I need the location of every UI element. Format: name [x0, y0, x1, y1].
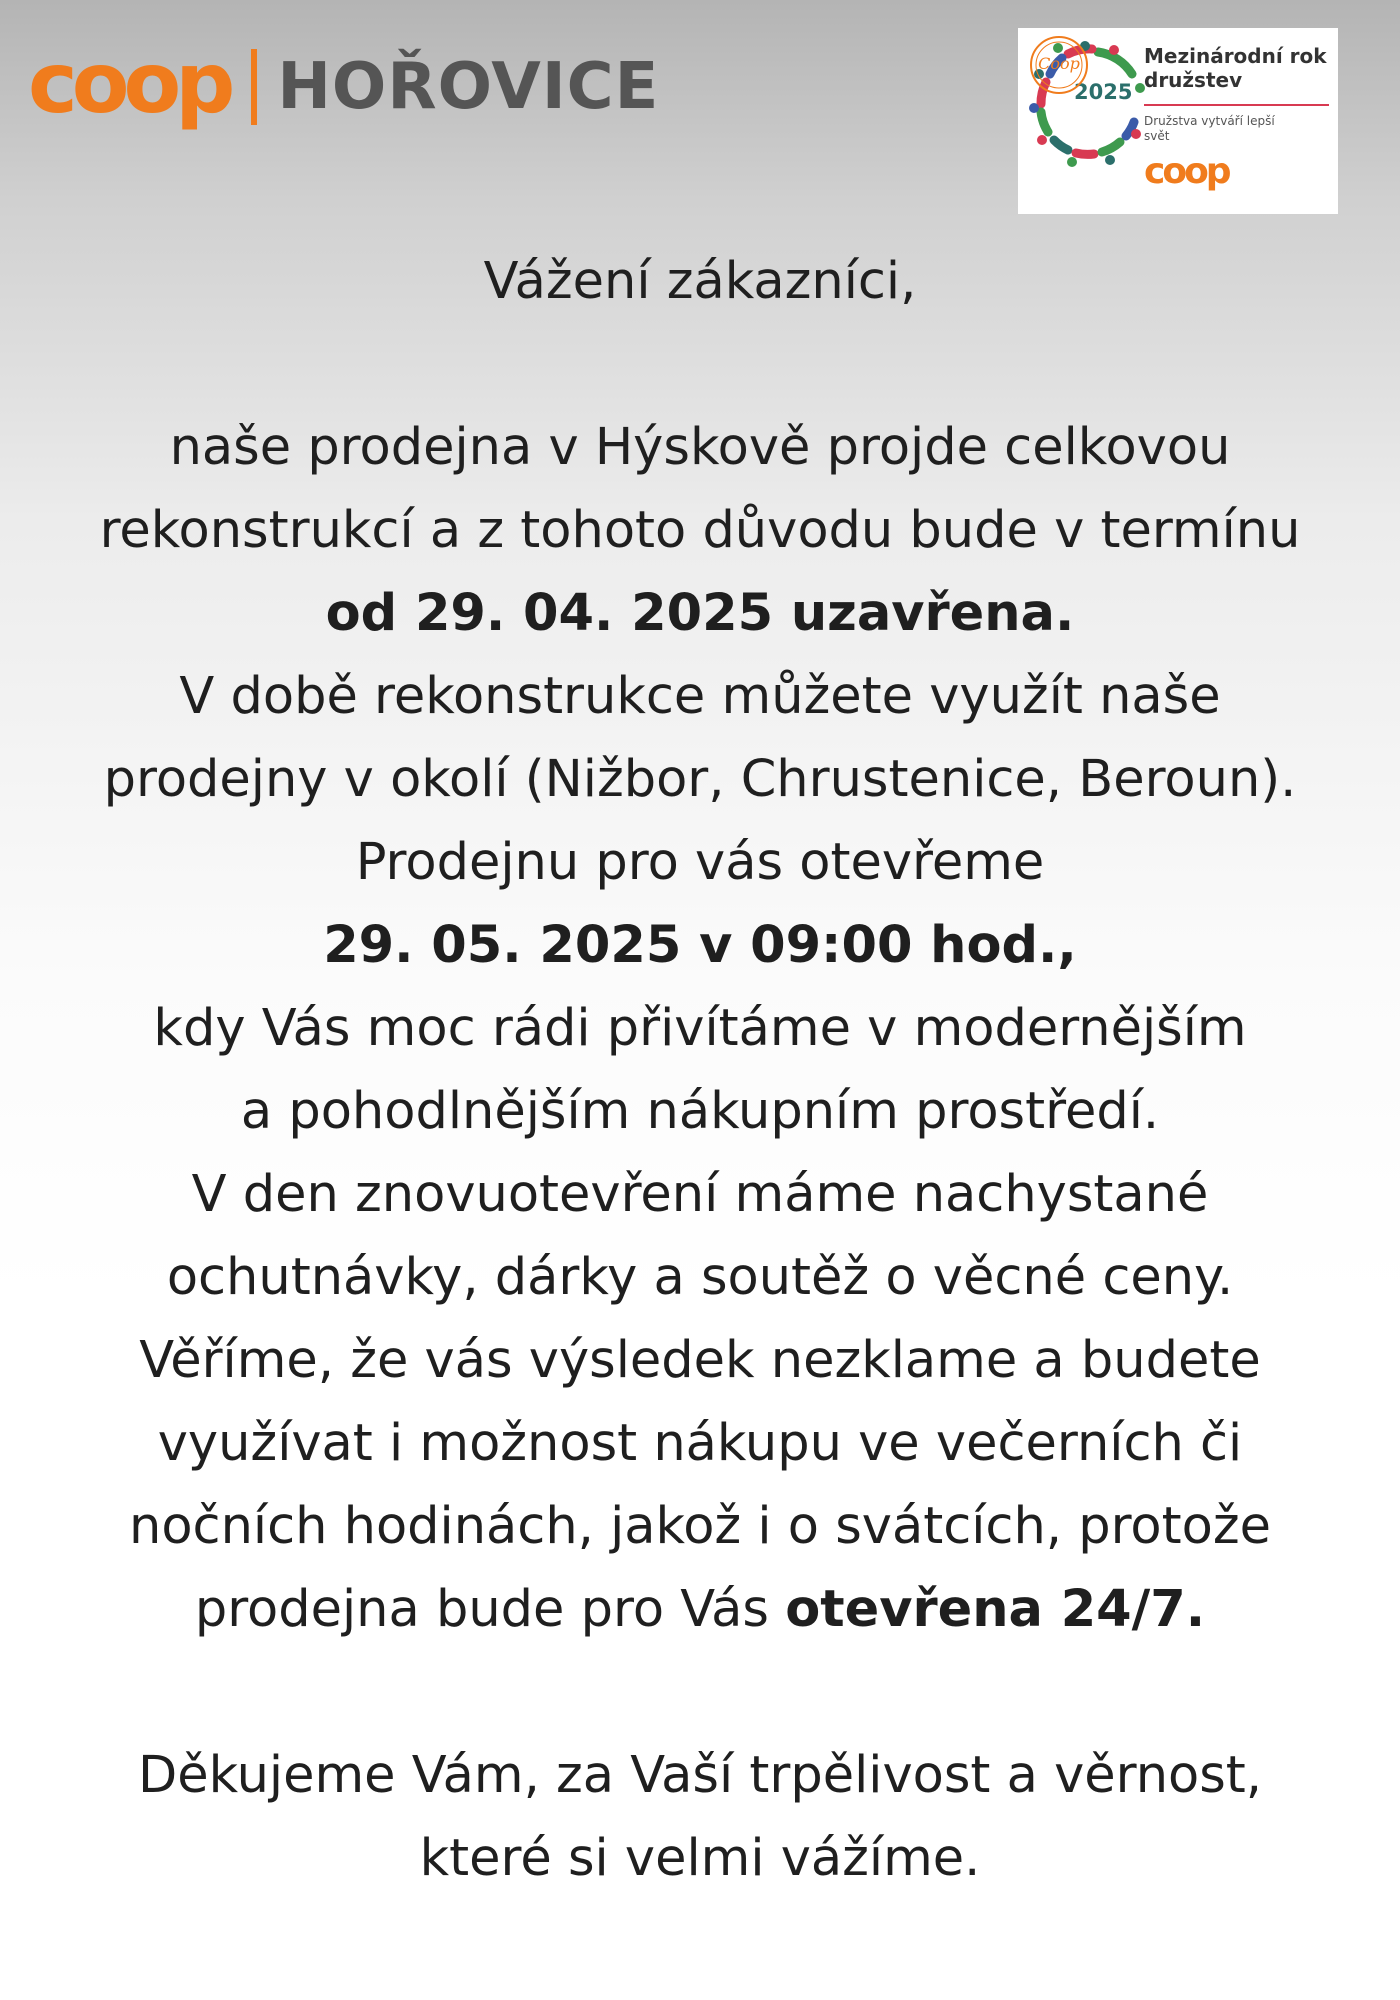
header [28, 34, 660, 132]
coop-logo: coop [28, 34, 230, 132]
alternatives-line-2: prodejny v okolí (Nižbor, Chrustenice, Beroun). [103, 750, 1297, 809]
closure-date [0, 572, 1400, 655]
closure-date-text: od 29. 04. 2025 uzavřena. [325, 584, 1075, 643]
reopen-date-text: 29. 05. 2025 v 09:00 hod., [323, 916, 1077, 975]
spacer [0, 323, 1400, 406]
badge-year: 2025 [1074, 80, 1133, 104]
alternatives-line-1: V době rekonstrukce můžete využít naše [179, 667, 1221, 726]
open-24-7: otevřena 24/7. [785, 1580, 1206, 1639]
hours-line-4-text: prodejna bude pro Vás [194, 1580, 786, 1639]
thanks-line-2: které si velmi vážíme. [419, 1829, 981, 1888]
badge-coop-logo: coop [1144, 151, 1229, 192]
reopen-date [0, 904, 1400, 987]
cooperatives-year-badge [1018, 28, 1338, 214]
badge-divider [1144, 104, 1329, 106]
events-line-2: ochutnávky, dárky a soutěž o věcné ceny. [166, 1248, 1234, 1307]
greeting: Vážení zákazníci, [483, 252, 917, 311]
reopen-line-1: Prodejnu pro vás otevřeme [355, 833, 1045, 892]
closure-line-1: naše prodejna v Hýskově projde celkovou [169, 418, 1231, 477]
events-line-1: V den znovuotevření máme nachystané [191, 1165, 1209, 1224]
badge-title: Mezinárodní rok družstev [1144, 44, 1327, 92]
hours-line-2: využívat i možnost nákupu ve večerních či [157, 1414, 1243, 1473]
hours-line-4 [0, 1568, 1400, 1651]
closure-line-2: rekonstrukcí a z tohoto důvodu bude v termínu [99, 501, 1301, 560]
thanks-line-1: Děkujeme Vám, za Vaší trpělivost a věrnost, [137, 1746, 1263, 1805]
hours-line-3: nočních hodinách, jakož i o svátcích, protože [129, 1497, 1271, 1556]
header-divider [251, 49, 257, 125]
notice-letter [0, 240, 1400, 1900]
reopen-line-2: kdy Vás moc rádi přivítáme v modernějším [153, 999, 1247, 1058]
spacer [0, 1651, 1400, 1734]
hours-line-1: Věříme, že vás výsledek nezklame a budete [139, 1331, 1261, 1390]
coop-seal-icon [1028, 34, 1090, 96]
svg-text:Coop: Coop [1038, 54, 1080, 73]
badge-tagline: Družstva vytváří lepší svět [1144, 114, 1275, 143]
reopen-line-3: a pohodlnějším nákupním prostředí. [240, 1082, 1160, 1141]
store-name: HOŘOVICE [277, 50, 660, 124]
